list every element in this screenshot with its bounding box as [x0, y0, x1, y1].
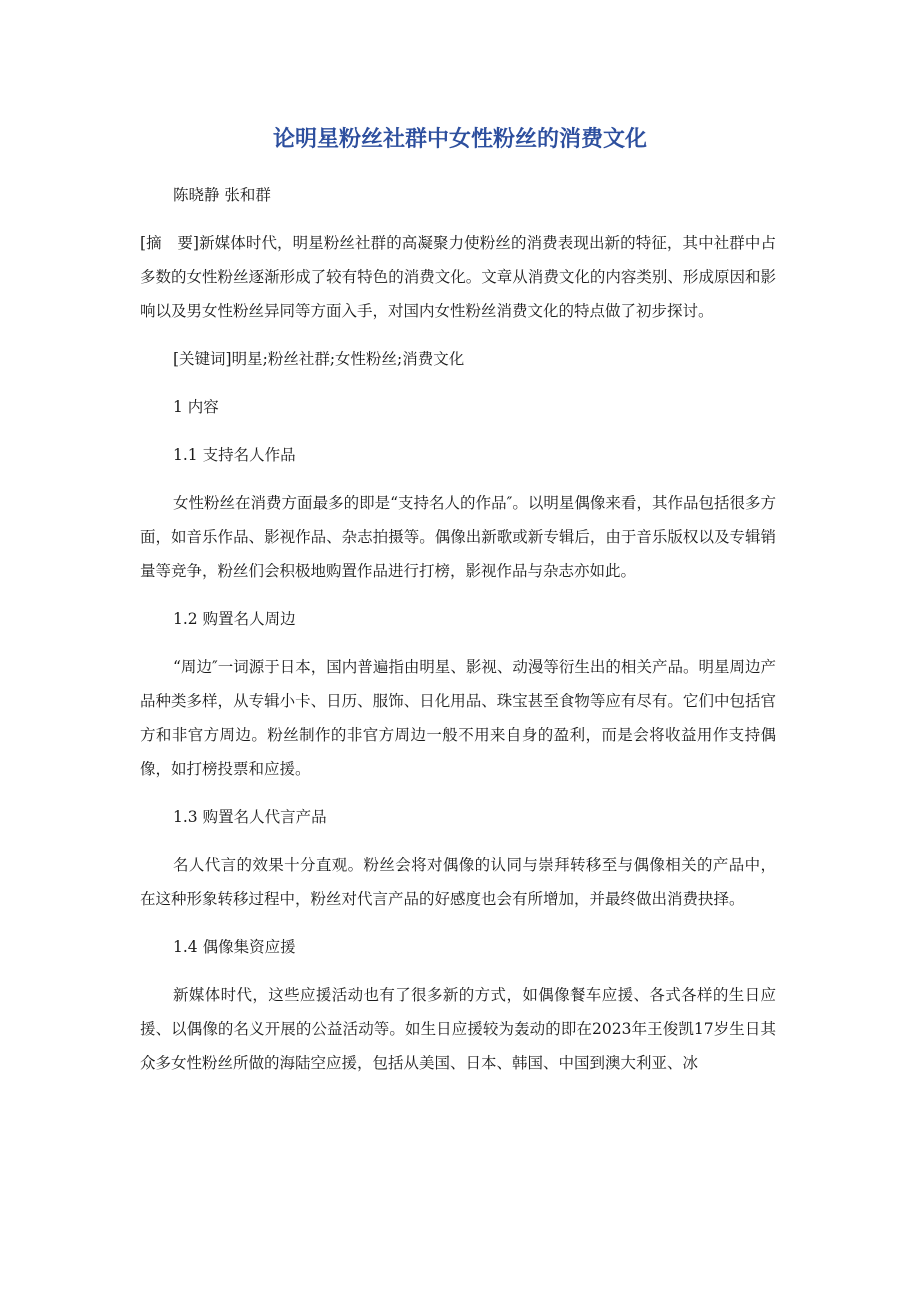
- page-title: 论明星粉丝社群中女性粉丝的消费文化: [272, 127, 647, 152]
- document-body: [140, 178, 776, 1080]
- subsection-heading: 1.4 偶像集资应援: [173, 938, 296, 956]
- body-paragraph: 新媒体时代，这些应援活动也有了很多新的方式，如偶像餐车应援、各式各样的生日应援、以偶像的名义开展的公益活动等。如生日应援较为轰动的即在2023年王俊凯17岁生日其众多女性粉丝所做的海陆空应援，包括从美国、日本、韩国、中国到澳大利亚、冰: [140, 986, 776, 1072]
- subsection-heading: 1.2 购置名人周边: [173, 610, 296, 628]
- keywords-line: [关键词]明星;粉丝社群;女性粉丝;消费文化: [173, 350, 465, 368]
- body-paragraph: “周边″一词源于日本，国内普遍指由明星、影视、动漫等衍生出的相关产品。明星周边产品种类多样，从专辑小卡、日历、服饰、日化用品、珠宝甚至食物等应有尽有。它们中包括官方和非官方周边。粉丝制作的非官方周边一般不用来自身的盈利，而是会将收益用作支持偶像，如打榜投票和应援。: [140, 658, 776, 778]
- subsection-heading: 1.3 购置名人代言产品: [173, 808, 327, 826]
- section-heading: 1 内容: [173, 398, 219, 416]
- abstract-paragraph: [摘 要]新媒体时代，明星粉丝社群的高凝聚力使粉丝的消费表现出新的特征，其中社群中占多数的女性粉丝逐渐形成了较有特色的消费文化。文章从消费文化的内容类别、形成原因和影响以及男女性粉丝异同等方面入手，对国内女性粉丝消费文化的特点做了初步探讨。: [140, 234, 776, 320]
- subsection-heading: 1.1 支持名人作品: [173, 446, 296, 464]
- author-line: 陈晓静 张和群: [173, 186, 271, 204]
- body-paragraph: 名人代言的效果十分直观。粉丝会将对偶像的认同与崇拜转移至与偶像相关的产品中，在这种形象转移过程中，粉丝对代言产品的好感度也会有所增加，并最终做出消费抉择。: [140, 856, 776, 908]
- body-paragraph: 女性粉丝在消费方面最多的即是“支持名人的作品″。以明星偶像来看，其作品包括很多方面，如音乐作品、影视作品、杂志拍摄等。偶像出新歌或新专辑后，由于音乐版权以及专辑销量等竞争，粉丝们会积极地购置作品进行打榜，影视作品与杂志亦如此。: [140, 494, 776, 580]
